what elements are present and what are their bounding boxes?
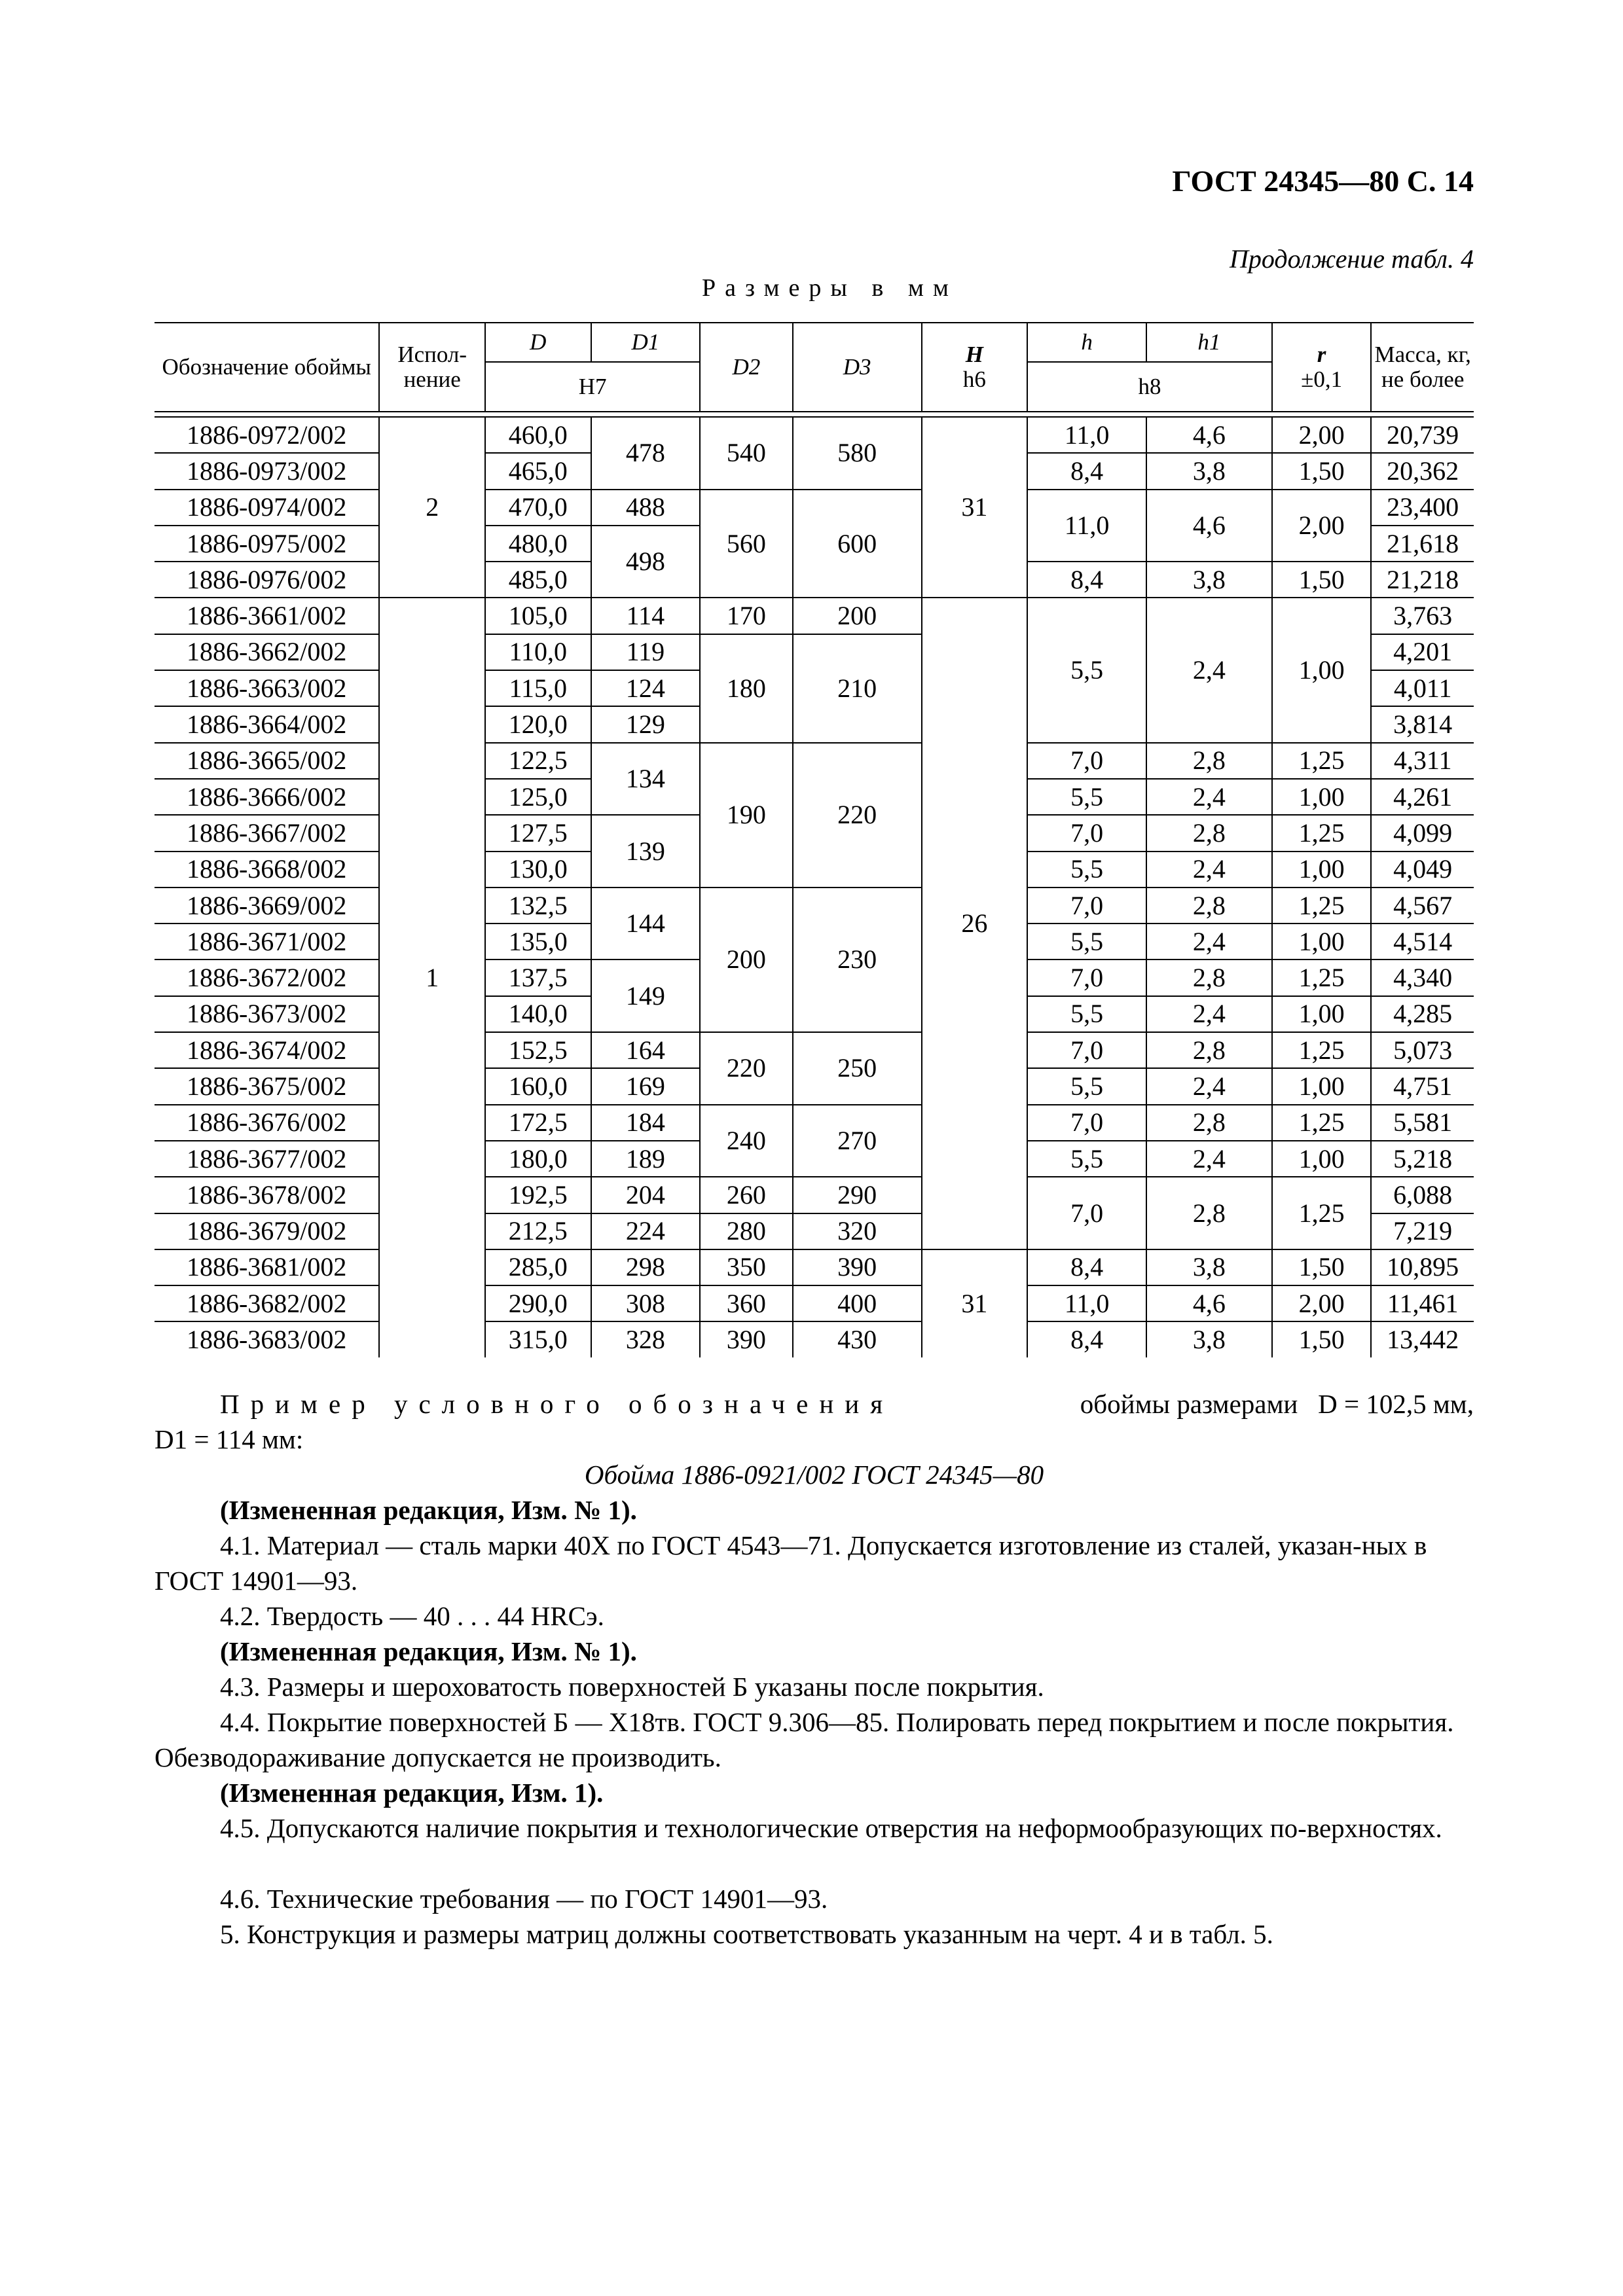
cell-designation: 1886-0972/002 xyxy=(155,417,379,453)
cell-h: 8,4 xyxy=(1027,453,1146,489)
table-row xyxy=(155,598,1474,634)
example-right xyxy=(1080,1386,1474,1422)
example-dim1: D = 102,5 мм, xyxy=(1318,1389,1474,1419)
cell-designation: 1886-3672/002 xyxy=(155,960,379,996)
cell-D: 470,0 xyxy=(485,490,591,526)
cell-h: 5,5 xyxy=(1027,598,1146,742)
cell-r: 1,25 xyxy=(1272,815,1372,851)
cell-D: 135,0 xyxy=(485,924,591,960)
cell-r: 1,50 xyxy=(1272,1249,1372,1285)
cell-H: 31 xyxy=(922,1249,1028,1357)
cell-D: 485,0 xyxy=(485,562,591,598)
cell-mass: 11,461 xyxy=(1371,1285,1474,1321)
header-r-label: r xyxy=(1317,342,1326,367)
example-lead: Пример условного обозначения xyxy=(220,1389,894,1419)
cell-D: 152,5 xyxy=(485,1032,591,1068)
cell-designation: 1886-3661/002 xyxy=(155,598,379,634)
cell-D2: 360 xyxy=(700,1285,792,1321)
cell-mass: 5,218 xyxy=(1371,1141,1474,1177)
cell-D1: 498 xyxy=(591,526,701,598)
cell-D: 465,0 xyxy=(485,453,591,489)
cell-r: 1,00 xyxy=(1272,996,1372,1032)
cell-D3: 320 xyxy=(793,1213,922,1249)
cell-D1: 144 xyxy=(591,888,701,960)
table-row xyxy=(155,490,1474,526)
cell-designation: 1886-3663/002 xyxy=(155,670,379,706)
cell-designation: 1886-3682/002 xyxy=(155,1285,379,1321)
cell-D1: 298 xyxy=(591,1249,701,1285)
cell-D2: 240 xyxy=(700,1105,792,1177)
cell-D: 110,0 xyxy=(485,634,591,670)
cell-h1: 2,8 xyxy=(1146,1177,1272,1249)
header-D3: D3 xyxy=(793,323,922,412)
header-H-label: H xyxy=(965,342,983,367)
table-continuation: Продолжение табл. 4 xyxy=(1229,244,1474,274)
header-designation: Обозначение обоймы xyxy=(155,323,379,412)
cell-H: 31 xyxy=(922,417,1028,598)
cell-h1: 2,4 xyxy=(1146,852,1272,888)
cell-h: 5,5 xyxy=(1027,996,1146,1032)
cell-mass: 10,895 xyxy=(1371,1249,1474,1285)
cell-D2: 540 xyxy=(700,417,792,490)
paragraph-4-5: 4.5. Допускаются наличие покрытия и технологические отверстия на неформообразующих по-верхностях. xyxy=(220,1813,1442,1843)
cell-h: 7,0 xyxy=(1027,960,1146,996)
cell-D: 212,5 xyxy=(485,1213,591,1249)
cell-D2: 280 xyxy=(700,1213,792,1249)
cell-D: 130,0 xyxy=(485,852,591,888)
cell-designation: 1886-3666/002 xyxy=(155,779,379,815)
cell-mass: 4,201 xyxy=(1371,634,1474,670)
cell-h: 8,4 xyxy=(1027,1321,1146,1357)
paragraph-4-2: 4.2. Твердость — 40 . . . 44 HRCэ. xyxy=(220,1601,604,1631)
header-D: D xyxy=(485,323,591,362)
cell-D1: 478 xyxy=(591,417,701,490)
revision-note-2: (Измененная редакция, Изм. № 1). xyxy=(220,1636,637,1666)
cell-D3: 430 xyxy=(793,1321,922,1357)
cell-D: 285,0 xyxy=(485,1249,591,1285)
header-H7: H7 xyxy=(485,362,700,412)
cell-h1: 3,8 xyxy=(1146,562,1272,598)
cell-designation: 1886-3662/002 xyxy=(155,634,379,670)
table-row xyxy=(155,1105,1474,1141)
example-paragraph xyxy=(155,1386,1474,1457)
cell-D1: 308 xyxy=(591,1285,701,1321)
cell-h1: 2,8 xyxy=(1146,743,1272,779)
cell-D1: 328 xyxy=(591,1321,701,1357)
cell-D3: 270 xyxy=(793,1105,922,1177)
cell-mass: 4,567 xyxy=(1371,888,1474,924)
cell-D2: 560 xyxy=(700,490,792,598)
table-row xyxy=(155,1032,1474,1068)
cell-D: 105,0 xyxy=(485,598,591,634)
cell-r: 1,50 xyxy=(1272,1321,1372,1357)
cell-r: 1,25 xyxy=(1272,960,1372,996)
cell-r: 1,00 xyxy=(1272,779,1372,815)
cell-r: 1,00 xyxy=(1272,598,1372,742)
cell-h: 11,0 xyxy=(1027,417,1146,453)
cell-D: 132,5 xyxy=(485,888,591,924)
cell-designation: 1886-3669/002 xyxy=(155,888,379,924)
cell-D3: 400 xyxy=(793,1285,922,1321)
cell-designation: 1886-0976/002 xyxy=(155,562,379,598)
cell-designation: 1886-3681/002 xyxy=(155,1249,379,1285)
cell-mass: 23,400 xyxy=(1371,490,1474,526)
table-row xyxy=(155,1249,1474,1285)
table-row xyxy=(155,1177,1474,1213)
cell-mass: 7,219 xyxy=(1371,1213,1474,1249)
cell-D2: 170 xyxy=(700,598,792,634)
cell-designation: 1886-3677/002 xyxy=(155,1141,379,1177)
cell-r: 1,25 xyxy=(1272,1032,1372,1068)
cell-r: 1,25 xyxy=(1272,888,1372,924)
cell-D1: 134 xyxy=(591,743,701,816)
cell-h1: 2,4 xyxy=(1146,779,1272,815)
header-r-tol: ±0,1 xyxy=(1301,367,1343,392)
table-row xyxy=(155,888,1474,924)
cell-D2: 260 xyxy=(700,1177,792,1213)
cell-mass: 20,362 xyxy=(1371,453,1474,489)
cell-D1: 119 xyxy=(591,634,701,670)
cell-h: 7,0 xyxy=(1027,1177,1146,1249)
cell-designation: 1886-3674/002 xyxy=(155,1032,379,1068)
cell-r: 1,50 xyxy=(1272,562,1372,598)
cell-D: 172,5 xyxy=(485,1105,591,1141)
cell-D3: 230 xyxy=(793,888,922,1032)
cell-D2: 390 xyxy=(700,1321,792,1357)
header-r xyxy=(1272,323,1372,412)
cell-h1: 4,6 xyxy=(1146,1285,1272,1321)
units-caption: Размеры в мм xyxy=(702,274,958,302)
cell-h1: 2,8 xyxy=(1146,1105,1272,1141)
cell-D: 192,5 xyxy=(485,1177,591,1213)
cell-mass: 3,763 xyxy=(1371,598,1474,634)
cell-h1: 3,8 xyxy=(1146,1249,1272,1285)
cell-D: 480,0 xyxy=(485,526,591,562)
cell-h: 7,0 xyxy=(1027,815,1146,851)
cell-r: 1,00 xyxy=(1272,852,1372,888)
cell-designation: 1886-3679/002 xyxy=(155,1213,379,1249)
paragraph-4-4: 4.4. Покрытие поверхностей Б — Х18тв. ГОСТ 9.306—85. Полировать перед покрытием и после покрытия. Обезводораживание допускается не производить. xyxy=(155,1707,1454,1772)
cell-D3: 580 xyxy=(793,417,922,490)
cell-D1: 169 xyxy=(591,1068,701,1104)
revision-note-1: (Измененная редакция, Изм. № 1). xyxy=(220,1495,637,1525)
example-dim2: D1 = 114 мм: xyxy=(155,1424,304,1454)
cell-D2: 200 xyxy=(700,888,792,1032)
cell-D1: 129 xyxy=(591,706,701,742)
cell-mass: 4,285 xyxy=(1371,996,1474,1032)
cell-h: 5,5 xyxy=(1027,1141,1146,1177)
cell-mass: 4,099 xyxy=(1371,815,1474,851)
cell-designation: 1886-3664/002 xyxy=(155,706,379,742)
cell-D: 315,0 xyxy=(485,1321,591,1357)
paragraph-4-3: 4.3. Размеры и шероховатость поверхностей Б указаны после покрытия. xyxy=(220,1672,1044,1702)
cell-D: 460,0 xyxy=(485,417,591,453)
cell-D1: 204 xyxy=(591,1177,701,1213)
example-designation: Обойма 1886-0921/002 ГОСТ 24345—80 xyxy=(584,1460,1044,1490)
cell-designation: 1886-3667/002 xyxy=(155,815,379,851)
cell-D1: 224 xyxy=(591,1213,701,1249)
cell-r: 2,00 xyxy=(1272,417,1372,453)
cell-D: 120,0 xyxy=(485,706,591,742)
page-header: ГОСТ 24345—80 С. 14 xyxy=(1172,164,1474,198)
cell-variant: 1 xyxy=(379,598,485,1357)
cell-D3: 600 xyxy=(793,490,922,598)
cell-designation: 1886-3665/002 xyxy=(155,743,379,779)
paragraph-4-6: 4.6. Технические требования — по ГОСТ 14901—93. xyxy=(220,1884,828,1914)
table-row xyxy=(155,743,1474,779)
cell-D3: 290 xyxy=(793,1177,922,1213)
cell-r: 1,50 xyxy=(1272,453,1372,489)
cell-h: 7,0 xyxy=(1027,743,1146,779)
cell-mass: 4,751 xyxy=(1371,1068,1474,1104)
paragraph-4-1: 4.1. Материал — сталь марки 40Х по ГОСТ 4543—71. Допускается изготовление из сталей, указан-ных в ГОСТ 14901—93. xyxy=(155,1530,1427,1596)
header-mass: Масса, кг, не более xyxy=(1371,323,1474,412)
cell-h1: 2,8 xyxy=(1146,960,1272,996)
cell-D1: 184 xyxy=(591,1105,701,1141)
cell-h1: 2,4 xyxy=(1146,598,1272,742)
header-D1: D1 xyxy=(591,323,701,362)
cell-h1: 2,8 xyxy=(1146,815,1272,851)
header-variant: Испол-нение xyxy=(379,323,485,412)
cell-designation: 1886-0973/002 xyxy=(155,453,379,489)
cell-D2: 220 xyxy=(700,1032,792,1105)
header-h8: h8 xyxy=(1027,362,1272,412)
cell-h: 5,5 xyxy=(1027,852,1146,888)
cell-h: 7,0 xyxy=(1027,1032,1146,1068)
cell-mass: 4,049 xyxy=(1371,852,1474,888)
cell-D1: 488 xyxy=(591,490,701,526)
cell-h1: 3,8 xyxy=(1146,1321,1272,1357)
cell-h: 5,5 xyxy=(1027,1068,1146,1104)
cell-h1: 4,6 xyxy=(1146,417,1272,453)
header-h: h xyxy=(1027,323,1146,362)
header-separator xyxy=(155,412,1474,417)
cell-h: 11,0 xyxy=(1027,1285,1146,1321)
cell-r: 1,25 xyxy=(1272,743,1372,779)
cell-h: 5,5 xyxy=(1027,779,1146,815)
cell-D: 125,0 xyxy=(485,779,591,815)
cell-h1: 2,4 xyxy=(1146,924,1272,960)
header-D2: D2 xyxy=(700,323,792,412)
cell-h: 8,4 xyxy=(1027,1249,1146,1285)
cell-mass: 5,073 xyxy=(1371,1032,1474,1068)
cell-mass: 3,814 xyxy=(1371,706,1474,742)
cell-h: 7,0 xyxy=(1027,1105,1146,1141)
cell-r: 1,00 xyxy=(1272,924,1372,960)
cell-mass: 5,581 xyxy=(1371,1105,1474,1141)
cell-mass: 21,218 xyxy=(1371,562,1474,598)
cell-h1: 2,4 xyxy=(1146,1141,1272,1177)
cell-D3: 210 xyxy=(793,634,922,743)
table-row xyxy=(155,1285,1474,1321)
cell-h1: 2,8 xyxy=(1146,1032,1272,1068)
cell-mass: 6,088 xyxy=(1371,1177,1474,1213)
cell-D1: 164 xyxy=(591,1032,701,1068)
cell-mass: 21,618 xyxy=(1371,526,1474,562)
cell-h: 7,0 xyxy=(1027,888,1146,924)
header-h1: h1 xyxy=(1146,323,1272,362)
cell-D: 122,5 xyxy=(485,743,591,779)
paragraph-5: 5. Конструкция и размеры матриц должны соответствовать указанным на черт. 4 и в табл. 5. xyxy=(220,1919,1273,1949)
cell-H: 26 xyxy=(922,598,1028,1249)
table-row xyxy=(155,1321,1474,1357)
cell-h1: 2,4 xyxy=(1146,996,1272,1032)
cell-D: 115,0 xyxy=(485,670,591,706)
cell-r: 1,25 xyxy=(1272,1177,1372,1249)
cell-r: 2,00 xyxy=(1272,1285,1372,1321)
cell-designation: 1886-3668/002 xyxy=(155,852,379,888)
cell-D3: 200 xyxy=(793,598,922,634)
cell-D3: 390 xyxy=(793,1249,922,1285)
cell-D1: 139 xyxy=(591,815,701,888)
cell-designation: 1886-3676/002 xyxy=(155,1105,379,1141)
cell-D2: 350 xyxy=(700,1249,792,1285)
example-rest: обоймы размерами xyxy=(1080,1389,1298,1419)
cell-mass: 4,514 xyxy=(1371,924,1474,960)
cell-D1: 124 xyxy=(591,670,701,706)
cell-r: 1,25 xyxy=(1272,1105,1372,1141)
cell-designation: 1886-3675/002 xyxy=(155,1068,379,1104)
cell-D2: 190 xyxy=(700,743,792,888)
cell-r: 1,00 xyxy=(1272,1068,1372,1104)
cell-mass: 4,261 xyxy=(1371,779,1474,815)
cell-D: 137,5 xyxy=(485,960,591,996)
cell-h: 8,4 xyxy=(1027,562,1146,598)
revision-note-3: (Измененная редакция, Изм. 1). xyxy=(220,1778,604,1808)
cell-D3: 250 xyxy=(793,1032,922,1105)
cell-designation: 1886-0975/002 xyxy=(155,526,379,562)
cell-D1: 189 xyxy=(591,1141,701,1177)
cell-mass: 4,011 xyxy=(1371,670,1474,706)
cell-h: 11,0 xyxy=(1027,490,1146,562)
cell-D: 160,0 xyxy=(485,1068,591,1104)
cell-r: 1,00 xyxy=(1272,1141,1372,1177)
cell-D: 140,0 xyxy=(485,996,591,1032)
cell-h1: 2,4 xyxy=(1146,1068,1272,1104)
cell-mass: 4,340 xyxy=(1371,960,1474,996)
cell-designation: 1886-0974/002 xyxy=(155,490,379,526)
cell-h1: 2,8 xyxy=(1146,888,1272,924)
cell-designation: 1886-3683/002 xyxy=(155,1321,379,1357)
cell-h1: 4,6 xyxy=(1146,490,1272,562)
cell-designation: 1886-3673/002 xyxy=(155,996,379,1032)
cell-mass: 4,311 xyxy=(1371,743,1474,779)
cell-D3: 220 xyxy=(793,743,922,888)
cell-mass: 13,442 xyxy=(1371,1321,1474,1357)
cell-mass: 20,739 xyxy=(1371,417,1474,453)
cell-D1: 114 xyxy=(591,598,701,634)
cell-D2: 180 xyxy=(700,634,792,743)
cell-D1: 149 xyxy=(591,960,701,1032)
cell-h1: 3,8 xyxy=(1146,453,1272,489)
cell-D: 180,0 xyxy=(485,1141,591,1177)
cell-D: 290,0 xyxy=(485,1285,591,1321)
cell-h: 5,5 xyxy=(1027,924,1146,960)
cell-r: 2,00 xyxy=(1272,490,1372,562)
header-H xyxy=(922,323,1028,412)
cell-designation: 1886-3671/002 xyxy=(155,924,379,960)
cell-designation: 1886-3678/002 xyxy=(155,1177,379,1213)
cell-variant: 2 xyxy=(379,417,485,598)
table-row xyxy=(155,417,1474,453)
dimensions-table xyxy=(155,322,1474,1357)
cell-D: 127,5 xyxy=(485,815,591,851)
header-h6: h6 xyxy=(962,367,986,392)
